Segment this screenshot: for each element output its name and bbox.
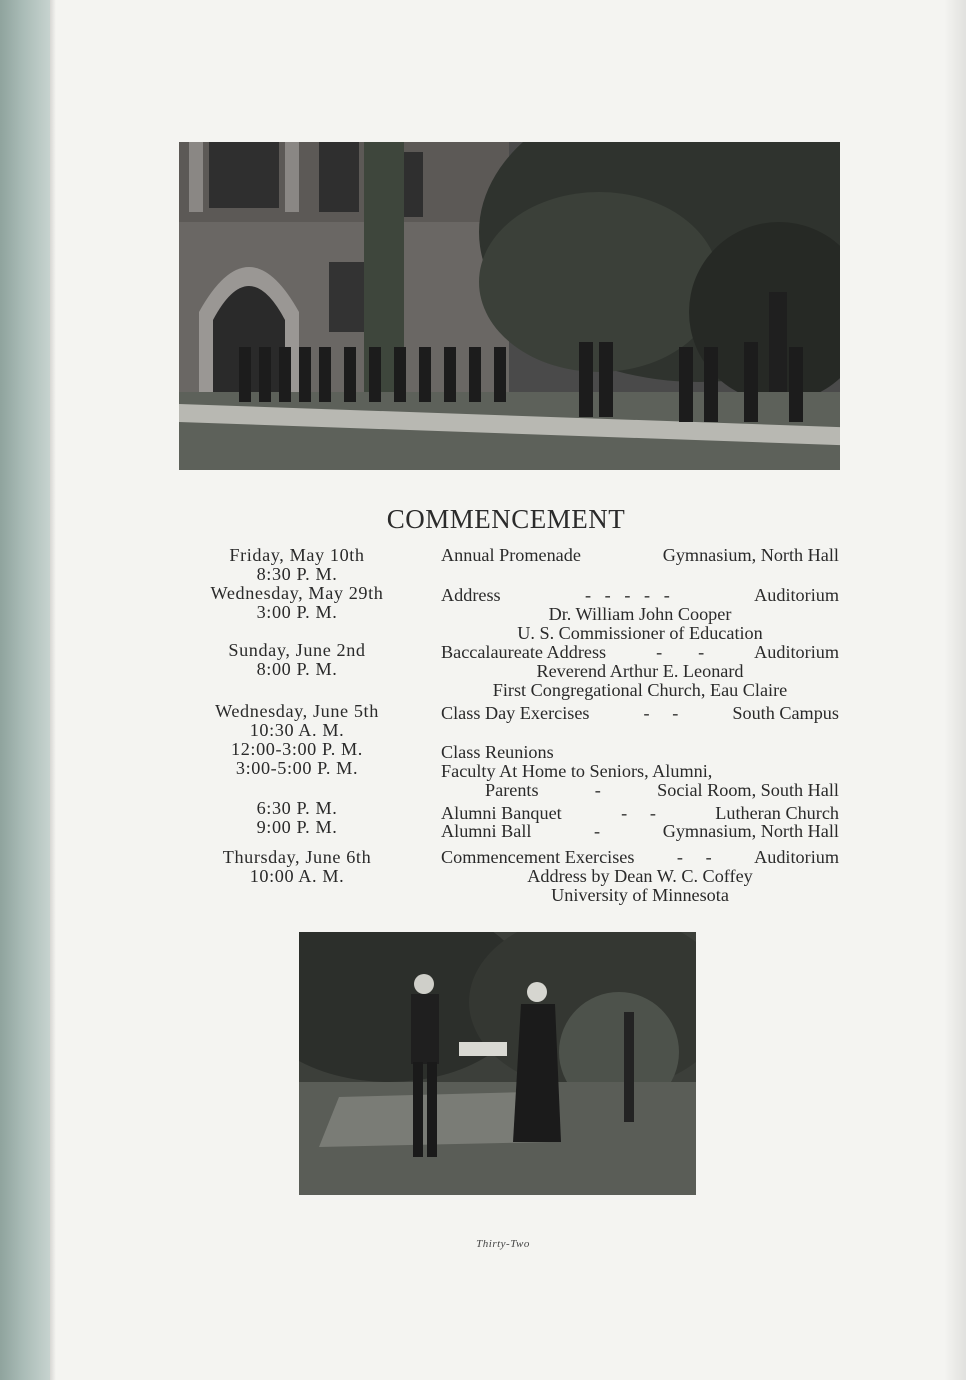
speaker-coffey-university: University of Minnesota — [551, 885, 729, 905]
leader-dash: - — [594, 821, 601, 841]
time-1030am: 10:30 A. M. — [249, 720, 345, 740]
time-3-5pm: 3:00-5:00 P. M. — [235, 758, 359, 778]
event-place: Social Room, South Hall — [657, 780, 839, 800]
leader-dash: - — [594, 780, 601, 800]
time-630pm: 6:30 P. M. — [256, 798, 338, 818]
event-place: Auditorium — [754, 642, 839, 662]
time-1000am: 10:00 A. M. — [249, 866, 345, 886]
speaker-leonard: Reverend Arthur E. Leonard — [536, 661, 744, 681]
speaker-cooper: Dr. William John Cooper — [548, 604, 732, 624]
time-900pm: 9:00 P. M. — [256, 817, 338, 837]
schedule-times — [190, 546, 404, 886]
event-faculty: Faculty At Home to Seniors, Alumni, — [441, 761, 713, 781]
page-shadow — [944, 0, 966, 1380]
event-ball — [441, 822, 839, 841]
leader-dashes: - - - - - — [584, 585, 670, 605]
event-place: South Campus — [732, 703, 839, 723]
time-12-3pm: 12:00-3:00 P. M. — [231, 739, 363, 759]
event-promenade — [441, 546, 839, 565]
event-commencement — [441, 848, 839, 867]
event-label: Address — [441, 585, 501, 605]
date-wednesday-may: Wednesday, May 29th — [210, 583, 384, 603]
page-number: Thirty-Two — [476, 1238, 530, 1250]
leader-dashes: - - — [676, 847, 712, 867]
event-baccalaureate — [441, 643, 839, 662]
event-place: Lutheran Church — [715, 803, 839, 823]
event-label: Baccalaureate Address — [441, 642, 607, 662]
event-reunions: Class Reunions — [441, 742, 554, 762]
event-place: Auditorium — [754, 585, 839, 605]
page-title: COMMENCEMENT — [386, 504, 626, 534]
event-label: Commencement Exercises — [441, 847, 635, 867]
leader-dashes: - - — [643, 703, 679, 723]
event-class-day — [441, 704, 839, 723]
time-300pm: 3:00 P. M. — [256, 602, 338, 622]
date-thursday: Thursday, June 6th — [222, 847, 372, 867]
event-label: Alumni Ball — [441, 821, 532, 841]
event-place: Gymnasium, North Hall — [662, 545, 839, 565]
speaker-leonard-church: First Congregational Church, Eau Claire — [492, 680, 788, 700]
time-800pm: 8:00 P. M. — [256, 659, 338, 679]
time-830pm: 8:30 P. M. — [256, 564, 338, 584]
event-label: Class Day Exercises — [441, 703, 590, 723]
event-address — [441, 586, 839, 605]
speaker-coffey: Address by Dean W. C. Coffey — [527, 866, 753, 886]
binding-edge — [0, 0, 50, 1380]
date-wednesday-june: Wednesday, June 5th — [215, 701, 379, 721]
date-sunday: Sunday, June 2nd — [228, 640, 366, 660]
event-place: Gymnasium, North Hall — [662, 821, 839, 841]
event-label: Parents — [485, 780, 539, 800]
ceremony-photo — [299, 932, 696, 1195]
procession-photo — [179, 142, 840, 470]
event-label: Alumni Banquet — [441, 803, 562, 823]
event-label: Annual Promenade — [441, 545, 581, 565]
event-place: Auditorium — [754, 847, 839, 867]
event-parents — [441, 781, 839, 800]
date-friday: Friday, May 10th — [229, 545, 365, 565]
leader-dashes: - - — [621, 803, 656, 823]
leader-dash: - — [698, 642, 705, 662]
speaker-cooper-title: U. S. Commissioner of Education — [517, 623, 763, 643]
leader-dash: - — [656, 642, 663, 662]
